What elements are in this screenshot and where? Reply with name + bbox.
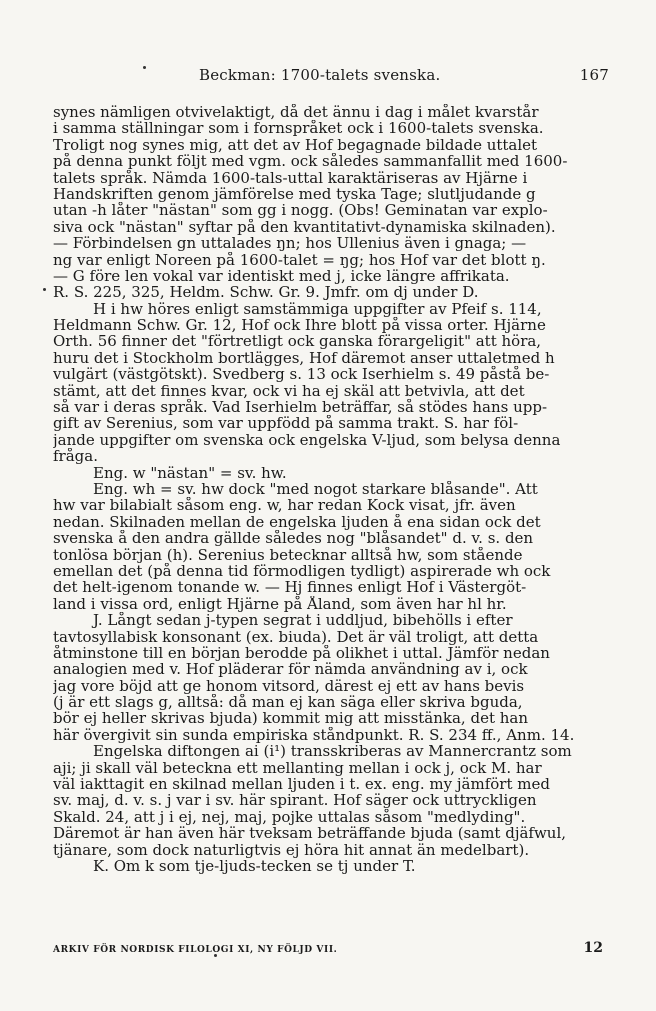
text-line: jande uppgifter om svenska ock engelska V-ljud, som belysa denna	[53, 431, 561, 449]
text-line: Handskriften genom jämförelse med tyska Tage; slutljudande g	[53, 185, 536, 203]
text-line: Engelska diftongen ai (i¹) transskriberas av Mannercrantz som	[93, 743, 572, 760]
text-line: åtminstone till en början berodde på olikhet i uttal. Jämför nedan	[53, 644, 550, 662]
text-line: Eng. wh = sv. hw dock "med nogot starkare blåsande". Att	[93, 480, 538, 498]
text-line: fråga.	[53, 448, 98, 465]
text-line: utan -h låter "nästan" som gg i nogg. (Obs! Geminatan var explo-	[53, 202, 548, 219]
text-line: stämt, att det finnes kvar, ock vi ha ej skäl att betvivla, att det	[53, 382, 525, 400]
text-line: Däremot är han även här tveksam beträffande bjuda (samt djäfwul,	[53, 825, 567, 842]
text-line: talets språk. Nämda 1600-tals-uttal karaktäriseras av Hjärne i	[53, 169, 528, 186]
page	[53, 66, 611, 874]
running-title: Beckman: 1700-talets svenska.	[199, 66, 441, 84]
text-line: i samma ställningar som i fornspråket ock i 1600-talets svenska.	[53, 120, 544, 137]
text-line: sv. maj, d. v. s. j var i sv. här spirant. Hof säger ock uttryckligen	[53, 792, 537, 809]
text-line: Orth. 56 finner det "förtretligt ock ganska förargeligit" att höra,	[53, 333, 542, 350]
text-line: J. Långt sedan j-typen segrat i uddljud, bibehölls i efter	[93, 612, 513, 629]
journal-series: ARKIV FÖR NORDISK FILOLOGI XI, NY FÖLJD VII.	[53, 945, 338, 955]
text-line: vulgärt (västgötskt). Svedberg s. 13 ock Iserhielm s. 49 påstå be-	[53, 366, 550, 383]
text-line: synes nämligen otvivelaktigt, då det ännu i dag i målet kvarstår	[53, 104, 539, 121]
text-line: jag vore böjd att ge honom vitsord, därest ej ett av hans bevis	[53, 677, 525, 695]
text-line: tonlösa början (h). Serenius betecknar alltså hw, som stående	[53, 546, 523, 563]
text-line: tjänare, som dock naturligtvis ej höra hit annat än medelbart).	[53, 841, 530, 858]
text-line: hw var bilabialt såsom eng. w, har redan Kock visat, jfr. även	[53, 497, 516, 514]
text-line: Troligt nog synes mig, att det av Hof begagnade bildade uttalet	[53, 136, 538, 154]
text-line: (j är ett slags g, alltså: då man ej kan säga eller skriva bguda,	[53, 694, 523, 711]
print-speck	[43, 288, 46, 291]
text-line: siva ock "nästan" syftar på den kvantitativt-dynamiska skilnaden).	[53, 218, 556, 236]
body-text	[53, 104, 611, 874]
signature-mark: 12	[583, 940, 603, 956]
text-line: Eng. w "nästan" = sv. hw.	[93, 464, 287, 481]
text-line: analogien med v. Hof pläderar för nämda användning av i, ock	[53, 661, 528, 678]
text-line: Heldmann Schw. Gr. 12, Hof ock Ihre blott på vissa orter. Hjärne	[53, 317, 546, 334]
text-line: — G före len vokal var identiskt med j, icke längre affrikata.	[53, 267, 510, 285]
text-line: aji; ji skall väl beteckna ett mellanting mellan i ock j, ock M. har	[53, 759, 542, 777]
page-footer	[53, 940, 611, 956]
text-line: emellan det (på denna tid förmodligen tydligt) aspirerade wh ock	[53, 562, 551, 580]
text-line: H i hw höres enligt samstämmiga uppgifter av Pfeif s. 114,	[93, 300, 542, 318]
text-line: så var i deras språk. Vad Iserhielm beträffar, så stödes hans upp-	[53, 399, 548, 416]
print-speck	[143, 66, 146, 69]
text-line: väl iakttagit en skilnad mellan ljuden i t. ex. eng. my jämfört med	[53, 776, 550, 793]
text-line: land i vissa ord, enligt Hjärne på Åland, som även har hl hr.	[53, 595, 507, 613]
text-line: ng var enligt Noreen på 1600-talet = ŋg; hos Hof var det blott ŋ.	[53, 251, 546, 268]
text-line: gift av Serenius, som var uppfödd på samma trakt. S. har föl-	[53, 415, 519, 432]
text-line: huru det i Stockholm bortlägges, Hof däremot anser uttaletmed h	[53, 349, 555, 367]
text-line: Skald. 24, att j i ej, nej, maj, pojke uttalas såsom "medlyding".	[53, 808, 526, 826]
text-line: svenska å den andra gällde således nog "blåsandet" d. v. s. den	[53, 530, 534, 547]
text-line: tavtosyllabisk konsonant (ex. biuda). Det är väl troligt, att detta	[53, 628, 539, 645]
running-header	[53, 66, 611, 104]
text-line: R. S. 225, 325, Heldm. Schw. Gr. 9. Jmfr. om dj under D.	[53, 284, 479, 301]
text-line: på denna punkt följt med vgm. ock således sammanfallit med 1600-	[53, 153, 568, 170]
page-number: 167	[579, 66, 609, 84]
text-line: K. Om k som tje-ljuds-tecken se tj under T.	[93, 857, 416, 875]
text-line: här övergivit sin sunda empiriska ståndpunkt. R. S. 234 ff., Anm. 14.	[53, 726, 575, 744]
text-line: nedan. Skilnaden mellan de engelska ljuden å ena sidan ock det	[53, 513, 541, 531]
text-line: bör ej heller skrivas bjuda) kommit mig att misstänka, det han	[53, 710, 529, 727]
text-line: det helt-igenom tonande w. — Hj finnes enligt Hof i Västergöt-	[53, 579, 527, 596]
text-line: — Förbindelsen gn uttalades ŋn; hos Ullenius även i gnaga; —	[53, 235, 527, 252]
